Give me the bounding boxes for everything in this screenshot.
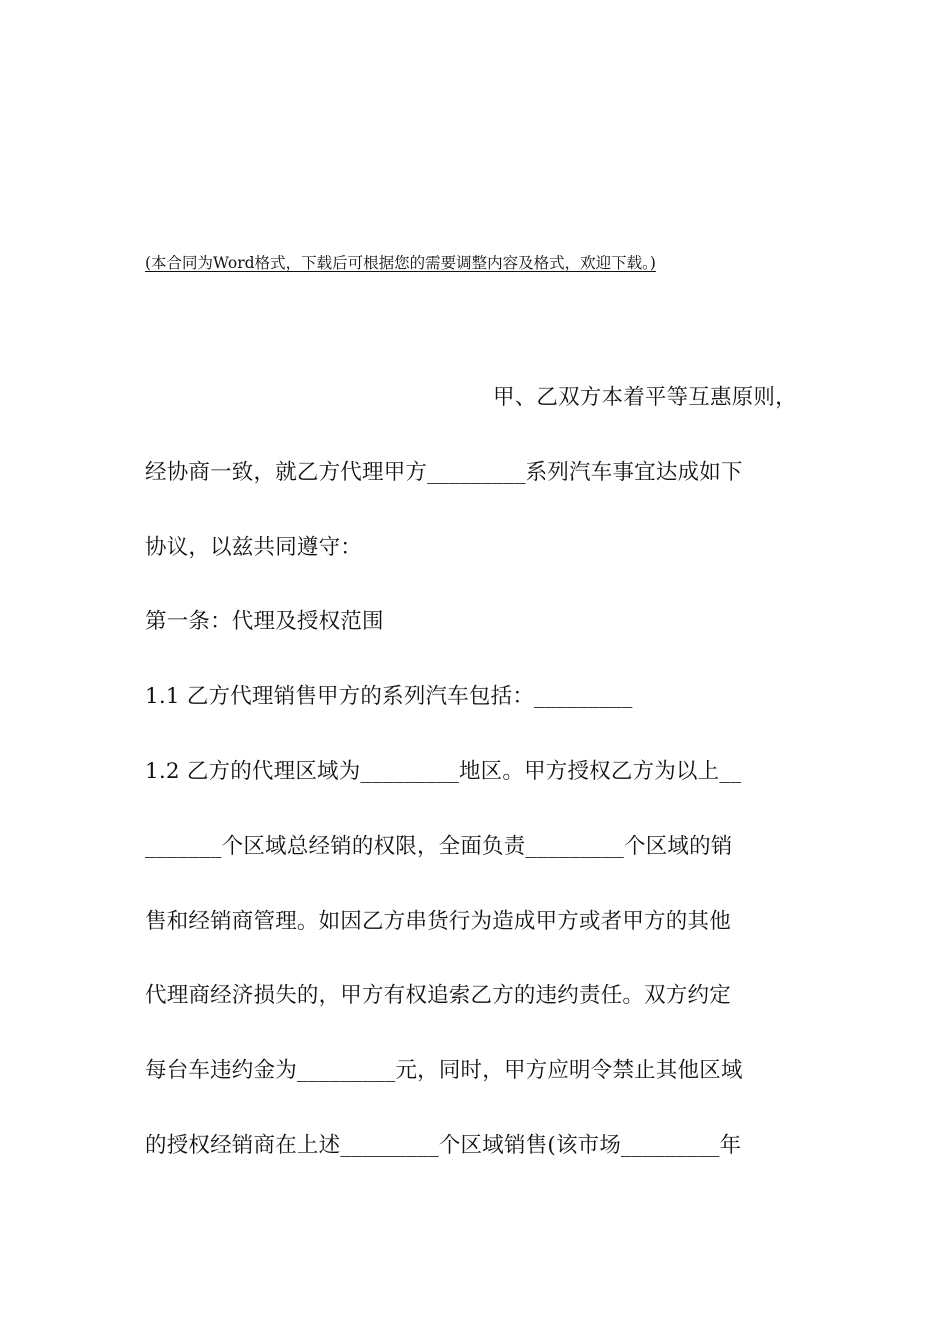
- paragraph-line: 代理商经济损失的，甲方有权追索乙方的违约责任。双方约定: [145, 983, 731, 1009]
- format-note: (本合同为Word格式，下载后可根据您的需要调整内容及格式，欢迎下载。): [145, 254, 656, 272]
- paragraph-line-preamble: 甲、乙双方本着平等互惠原则，: [493, 385, 797, 410]
- clause-1-2: 1.2 乙方的代理区域为_________地区。甲方授权乙方为以上__: [145, 758, 742, 784]
- paragraph-line: 售和经销商管理。如因乙方串货行为造成甲方或者甲方的其他: [145, 908, 731, 934]
- paragraph-line: 经协商一致，就乙方代理甲方_________系列汽车事宜达成如下: [145, 459, 743, 485]
- paragraph-line: 每台车违约金为_________元，同时，甲方应明令禁止其他区域: [145, 1058, 743, 1084]
- paragraph-line: 协议，以兹共同遵守：: [145, 534, 363, 560]
- paragraph-line: 的授权经销商在上述_________个区域销售(该市场_________年: [145, 1132, 742, 1158]
- article-heading: 第一条：代理及授权范围: [145, 609, 384, 635]
- clause-1-1: 1.1 乙方代理销售甲方的系列汽车包括：_________: [145, 684, 633, 710]
- contract-body: [145, 375, 815, 1198]
- paragraph-line: _______个区域总经销的权限，全面负责_________个区域的销: [145, 833, 733, 859]
